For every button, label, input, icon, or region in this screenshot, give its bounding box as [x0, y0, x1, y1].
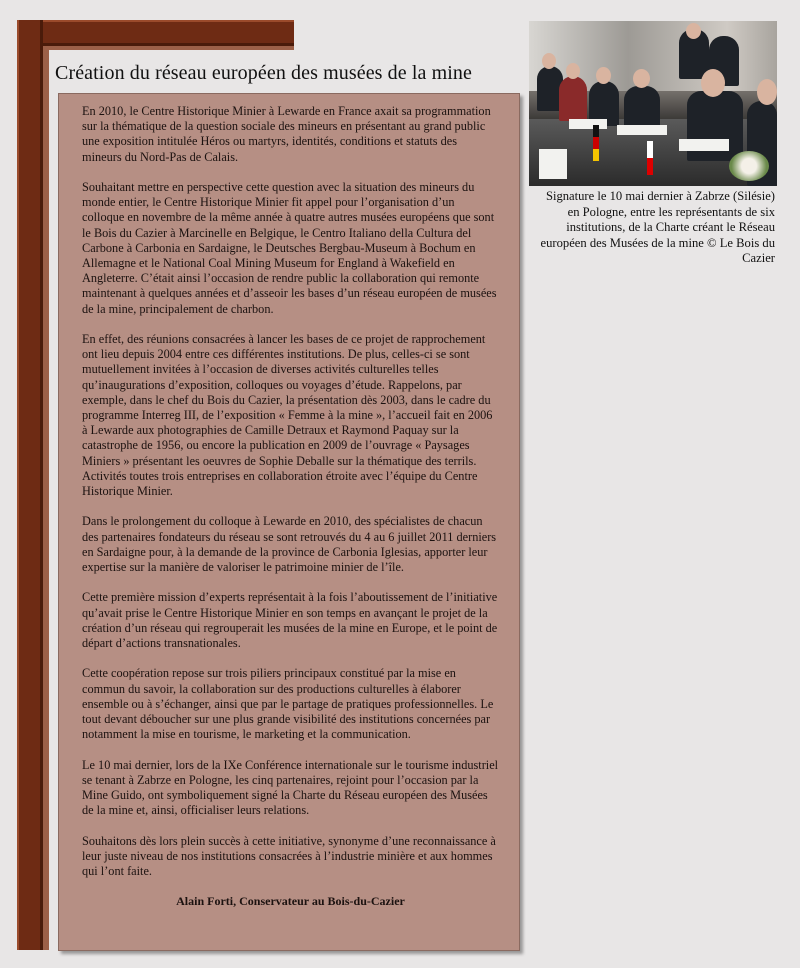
photo-caption: Signature le 10 mai dernier à Zabrze (Silésie) en Pologne, entre les représentants de six institutions, de la Charte créant le Réseau européen des Musées de la mine © Le Bois du Cazier — [540, 189, 775, 266]
author-signature: Alain Forti, Conservateur au Bois-du-Cazier — [176, 894, 405, 909]
article-paragraph: Cette coopération repose sur trois piliers principaux constitué par la mise en commun du savoir, la collaboration sur des productions culturelles à élaborer ensemble ou à s’échanger, ainsi que par le partage de pratiques professionnelles. Le tout devant déboucher sur une plus grande visibilité des institutions concernées par notamment la mise en tourisme, le marketing et la communication. — [82, 666, 494, 742]
decorative-bracket-inner-top — [43, 46, 294, 50]
decorative-bracket-left — [17, 20, 43, 950]
article-paragraph: En effet, des réunions consacrées à lancer les bases de ce projet de rapprochement ont lieu depuis 2004 entre ces différentes institutions. De plus, celles-ci se sont mutuellement invitées à l’occasion de diverses activités culturelles telles qu’inaugurations d’exposition, colloques ou voyages d’étude. Rappelons, par exemple, dans le chef du Bois du Cazier, la présentation dès 2003, dans le cadre du programme Interreg III, de l’exposition « Femme à la mine », l’accueil fait en 2006 à Lewarde aux photographies de Camille Detraux et Raymond Paquay sur la catastrophe de 1956, ou encore la publication en 2009 de l’ouvrage « Paysages Miniers » présentant les oeuvres de Sophie Deballe sur la thématique des terrils. Activités toutes trois entreprises en collaboration étroite avec l’équipe du Centre Historique Minier. — [82, 332, 493, 499]
article-paragraph: Dans le prolongement du colloque à Lewarde en 2010, des spécialistes de chacun des partenaires fondateurs du réseau se sont retrouvés du 4 au 6 juillet 2011 derniers en Sardaigne pour, à la demande de la province de Carbonia Iglesias, apporter leur expertise sur la manière de valoriser le patrimoine minier de l’île. — [82, 514, 497, 575]
signing-ceremony-photo — [529, 21, 777, 186]
article-paragraph: Cette première mission d’experts représentait à la fois l’aboutissement de l’initiative qu’avait prise le Centre Historique Minier en son temps en avançant le projet de la création d’un réseau qui regrouperait les musées de la mine en Europe, et le point de départ d’actions transnationales. — [82, 590, 498, 651]
article-box — [58, 93, 520, 951]
page-title: Création du réseau européen des musées de la mine — [55, 62, 472, 84]
decorative-bracket-top — [17, 20, 294, 46]
article-paragraph: Souhaitons dès lors plein succès à cette initiative, synonyme d’une reconnaissance à leur juste niveau de nos institutions consacrées à l’industrie minière et aux hommes qui l’ont faite. — [82, 833, 496, 879]
article-paragraph: Souhaitant mettre en perspective cette question avec la situation des mineurs du monde entier, le Centre Historique Minier fit appel pour l’organisation d’un colloque en novembre de la même année à quatre autres musées européens que sont le Bois du Cazier à Marcinelle en Belgique, le Centro Italiano della Cultura del Carbone à Carbonia en Sardaigne, le Deutsches Bergbau-Museum à Bochum en Allemagne et le National Coal Mining Museum for England à Wakefield en Angleterre. C’était ainsi l’occasion de rendre public la collaboration qui remonte maintenant à quelques années et d’asseoir les bases d’un réseau européen de musées de la mine, principalement de charbon. — [82, 180, 497, 316]
article-paragraph: En 2010, le Centre Historique Minier à Lewarde en France axait sa programmation sur la thématique de la question sociale des mineurs en présentant au grand public une exposition intitulée Héros ou martyrs, identités, conditions et statuts des mineurs du Nord-Pas de Calais. — [82, 104, 491, 164]
decorative-bracket-inner — [43, 46, 49, 950]
article-paragraph: Le 10 mai dernier, lors de la IXe Conférence internationale sur le tourisme industriel se tenant à Zabrze en Pologne, les cinq partenaires, rejoint pour l’occasion par la Mine Guido, ont symboliquement signé la Charte du Réseau européen des Musées de la mine et, ainsi, officialiser leurs relations. — [82, 757, 499, 818]
